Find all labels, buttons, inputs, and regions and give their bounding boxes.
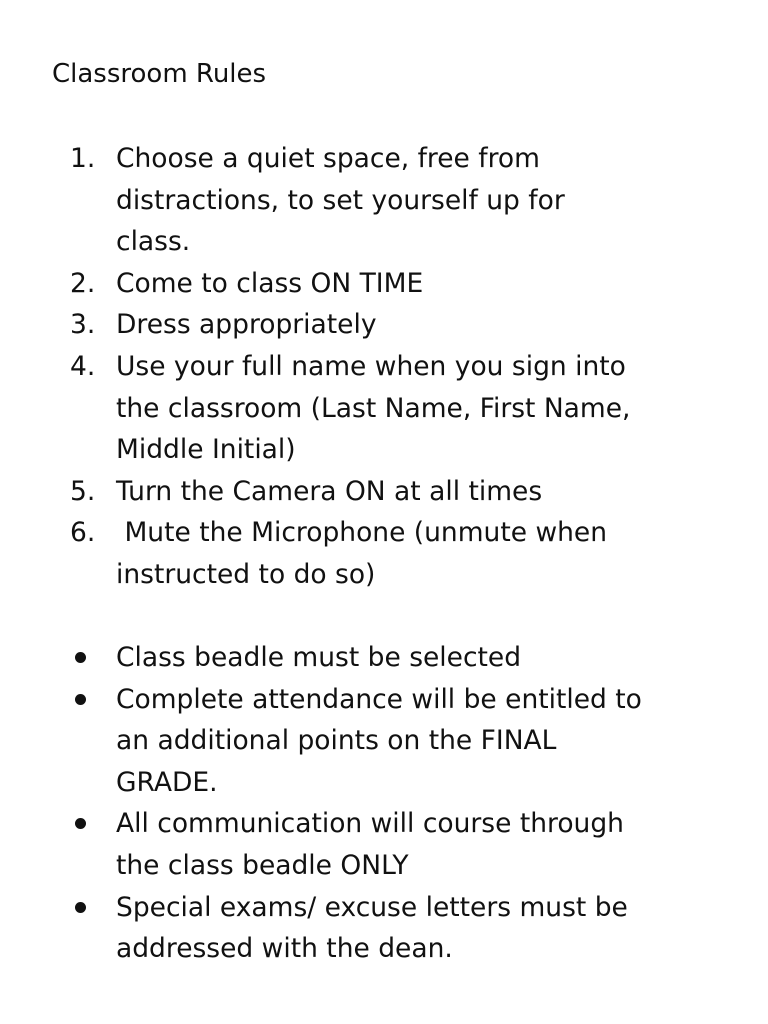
list-item-text: Choose a quiet space, free from distractions, to set yourself up for class. (116, 143, 565, 258)
list-item (0, 512, 716, 595)
list-item (0, 887, 716, 970)
bullet-icon (75, 818, 86, 829)
list-item (0, 304, 716, 346)
list-item-text: Mute the Microphone (unmute when instructed to do so) (116, 517, 608, 590)
bullet-icon (75, 694, 86, 705)
list-item-text: Use your full name when you sign into the classroom (Last Name, First Name, Middle Initial) (116, 350, 631, 466)
list-item-text: Turn the Camera ON at all times (116, 475, 543, 507)
list-item (0, 263, 716, 305)
list-item-text: Class beadle must be selected (116, 642, 522, 673)
list-item-text: Come to class ON TIME (116, 267, 424, 299)
list-item-number: 4. (70, 350, 96, 382)
list-item-text: Special exams/ excuse letters must be addressed with the dean. (116, 891, 628, 965)
list-item (0, 803, 716, 886)
list-item-number: 6. (70, 517, 96, 549)
list-item-number: 5. (70, 475, 96, 507)
list-item (0, 679, 716, 804)
list-item (0, 346, 716, 471)
list-item-number: 2. (70, 267, 96, 299)
list-item-text: Dress appropriately (116, 309, 377, 341)
list-item-number: 1. (70, 143, 96, 174)
list-item (0, 138, 716, 263)
bullet-icon (75, 902, 86, 913)
list-item (0, 637, 716, 679)
list-item-number: 3. (70, 309, 96, 341)
page-title: Classroom Rules (52, 59, 267, 89)
list-item (0, 471, 716, 513)
rules-list (0, 138, 716, 596)
list-item-text: Complete attendance will be entitled to an additional points on the FINAL GRADE. (116, 683, 642, 798)
bullet-icon (75, 652, 86, 663)
list-item-text: All communication will course through the class beadle ONLY (116, 808, 624, 881)
notes-list (0, 637, 716, 970)
